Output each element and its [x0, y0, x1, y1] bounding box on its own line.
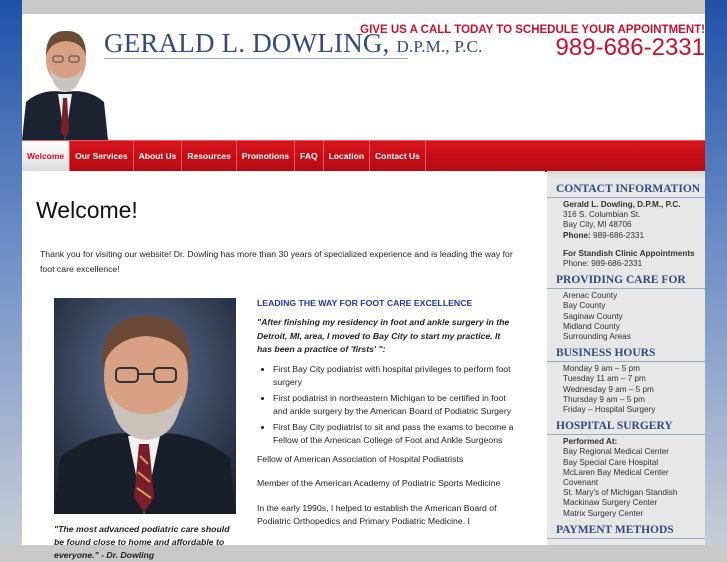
sidebar-top-shade: [547, 171, 705, 177]
hours-heading: BUSINESS HOURS: [547, 346, 705, 362]
list-item: Bay Regional Medical Center: [563, 447, 670, 457]
list-item: Midland County: [563, 321, 620, 331]
list-item: Friday – Hospital Surgery: [563, 405, 656, 415]
nav-item-our-services[interactable]: Our Services: [70, 141, 133, 171]
list-item: St. Mary's of Michigan Standish: [563, 488, 678, 498]
list-item: • First Bay City podiatrist with hospital privileges to perform foot surgery: [273, 363, 517, 389]
contact-phone-label: Phone:: [563, 230, 591, 240]
nav-item-resources[interactable]: Resources: [182, 141, 236, 171]
list-item: Tuesday 11 am – 7 pm: [563, 374, 646, 384]
page-background-left: [0, 0, 22, 545]
contact-name: Gerald L. Dowling, D.P.M., P.C.: [563, 200, 681, 209]
nav-item-promotions[interactable]: Promotions: [237, 141, 295, 171]
name-divider: [104, 58, 408, 59]
doctor-portrait-large: [54, 298, 236, 514]
contact-heading: CONTACT INFORMATION: [547, 182, 705, 198]
header-phone-number[interactable]: 989-686-2331: [555, 34, 705, 61]
list-item: • First podiatrist in northeastern Michigan to be certified in foot and ankle surgery by the American Board of Podiatric Surgery: [273, 392, 517, 418]
list-item: Matrix Surgery Center: [563, 508, 644, 518]
list-item: Monday 9 am – 5 pm: [563, 364, 640, 374]
list-item: Bay Special Care Hospital: [563, 457, 659, 467]
appointment-cta: GIVE US A CALL TODAY TO SCHEDULE YOUR APPOINTMENT!: [360, 24, 705, 36]
site-header: [22, 14, 705, 140]
care-list: [547, 289, 705, 346]
list-item: McLaren Bay Medical Center Covenant: [563, 467, 669, 488]
fellowship-paragraph: Fellow of American Association of Hospital Podiatrists: [257, 453, 464, 464]
history-paragraph: In the early 1990s, I helped to establish the American Board of Podiatric Orthopedics and Primary Podiatric Medicine. I: [257, 502, 497, 526]
nav-item-location[interactable]: Location: [324, 141, 370, 171]
list-item: Mackinaw Surgery Center: [563, 498, 658, 508]
main-navigation: [22, 140, 705, 172]
doctor-credentials: D.P.M., P.C.: [396, 37, 483, 56]
nav-item-welcome[interactable]: Welcome: [22, 141, 70, 171]
contact-city: Bay City, MI 48706: [563, 220, 632, 230]
list-item: Surrounding Areas: [563, 332, 631, 342]
firsts-list: [257, 363, 517, 447]
list-item: Saginaw County: [563, 311, 623, 321]
list-item: Thursday 9 am – 5 pm: [563, 394, 645, 404]
contact-block: [547, 198, 705, 273]
page-title: Welcome!: [36, 197, 138, 223]
doctor-name: GERALD L. DOWLING,: [104, 28, 390, 58]
care-heading: PROVIDING CARE FOR: [547, 273, 705, 289]
about-column: [257, 298, 517, 540]
lead-heading: LEADING THE WAY FOR FOOT CARE EXCELLENCE: [257, 298, 473, 308]
hours-list: [547, 362, 705, 419]
list-item: Arenac County: [563, 291, 618, 301]
sidebar: [547, 171, 705, 545]
nav-item-faq[interactable]: FAQ: [295, 141, 323, 171]
surgery-heading: HOSPITAL SURGERY: [547, 419, 705, 435]
contact-street: 316 S. Columbian St.: [563, 210, 641, 220]
performed-at-label: Performed At:: [563, 437, 618, 447]
nav-item-contact-us[interactable]: Contact Us: [370, 141, 426, 171]
main-content: [22, 171, 545, 560]
page-background-right: [705, 0, 727, 545]
list-item: • First Bay City podiatrist to sit and pass the exams to become a Fellow of the American College of Foot and Ankle Surgeons: [273, 421, 517, 447]
membership-paragraph: Member of the American Academy of Podiatric Sports Medicine: [257, 478, 501, 488]
page-container: [22, 14, 705, 560]
list-item: Wednesday 9 am – 5 pm: [563, 384, 654, 394]
doctor-quote-caption: "The most advanced podiatric care should be found close to home and affordable to everyone." - Dr. Dowling: [54, 524, 230, 560]
surgery-list: [547, 435, 705, 523]
intro-paragraph: Thank you for visiting our website! Dr. Dowling has more than 30 years of specialized experience and is leading the way for foot care excellence!: [40, 249, 513, 274]
nav-item-about-us[interactable]: About Us: [134, 141, 183, 171]
contact-phone[interactable]: 989-686-2331: [593, 230, 645, 240]
list-item: Bay County: [563, 301, 606, 311]
doctor-portrait-small: [22, 22, 108, 140]
standish-phone[interactable]: Phone: 989-686-2331: [563, 259, 643, 269]
residency-quote: "After finishing my residency in foot and ankle surgery in the Detroit, MI, area, I moved to Bay City to start my practice. It has been a practice of 'firsts' ":: [257, 317, 510, 354]
standish-label: For Standish Clinic Appointments: [563, 248, 695, 258]
payment-heading: PAYMENT METHODS: [547, 523, 705, 539]
